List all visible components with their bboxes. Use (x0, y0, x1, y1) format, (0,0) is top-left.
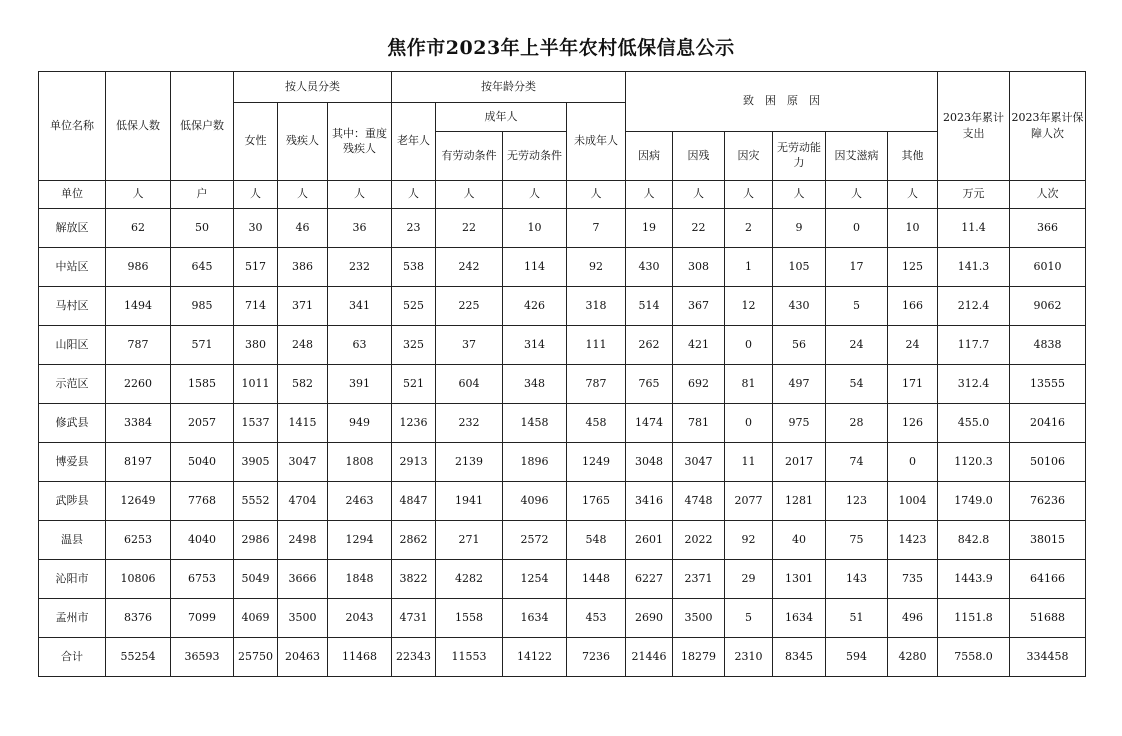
table-cell: 986 (106, 248, 171, 287)
table-cell: 111 (567, 326, 626, 365)
table-cell: 1848 (328, 560, 392, 599)
table-cell: 2601 (626, 521, 673, 560)
table-cell: 7 (567, 209, 626, 248)
table-cell: 21446 (626, 638, 673, 677)
table-cell: 22 (436, 209, 503, 248)
table-cell: 1558 (436, 599, 503, 638)
table-cell: 312.4 (938, 365, 1010, 404)
table-cell: 430 (773, 287, 826, 326)
table-cell: 25750 (234, 638, 278, 677)
table-cell: 36 (328, 209, 392, 248)
table-cell: 4282 (436, 560, 503, 599)
table-cell: 4096 (503, 482, 567, 521)
table-cell: 0 (826, 209, 888, 248)
table-cell: 7768 (171, 482, 234, 521)
table-cell: 787 (567, 365, 626, 404)
table-cell: 64166 (1010, 560, 1086, 599)
table-cell: 3500 (673, 599, 725, 638)
table-cell: 3047 (278, 443, 328, 482)
header-spend-2023 (938, 72, 1010, 181)
row-label-cell: 温县 (39, 521, 106, 560)
table-cell: 2077 (725, 482, 773, 521)
unit-cell: 人 (626, 181, 673, 209)
units-row (39, 181, 1086, 209)
table-cell: 1254 (503, 560, 567, 599)
table-cell: 76236 (1010, 482, 1086, 521)
table-cell: 1249 (567, 443, 626, 482)
table-cell: 421 (673, 326, 725, 365)
table-cell: 8345 (773, 638, 826, 677)
table-cell: 17 (826, 248, 888, 287)
table-cell: 3384 (106, 404, 171, 443)
table-cell: 5 (826, 287, 888, 326)
unit-cell: 人 (392, 181, 436, 209)
table-cell: 5 (725, 599, 773, 638)
table-cell: 22343 (392, 638, 436, 677)
table-cell: 525 (392, 287, 436, 326)
table-cell: 497 (773, 365, 826, 404)
unit-cell: 人 (725, 181, 773, 209)
header-coverage-2023-text: 2023年累计保障人次 (1011, 111, 1084, 140)
row-label-cell: 合计 (39, 638, 106, 677)
table-cell: 117.7 (938, 326, 1010, 365)
table-cell: 1151.8 (938, 599, 1010, 638)
row-label-cell: 孟州市 (39, 599, 106, 638)
page-title: 焦作市2023年上半年农村低保信息公示 (387, 37, 735, 59)
table-cell: 37 (436, 326, 503, 365)
table-cell: 521 (392, 365, 436, 404)
header-disability: 因残 (673, 132, 725, 181)
table-cell: 2139 (436, 443, 503, 482)
table-cell: 367 (673, 287, 725, 326)
table-row (39, 365, 1086, 404)
table-cell: 51688 (1010, 599, 1086, 638)
table-cell: 4704 (278, 482, 328, 521)
table-cell: 692 (673, 365, 725, 404)
table-cell: 75 (826, 521, 888, 560)
table-cell: 517 (234, 248, 278, 287)
header-disabled: 残疾人 (278, 103, 328, 181)
table-cell: 5552 (234, 482, 278, 521)
row-label-cell: 马村区 (39, 287, 106, 326)
table-cell: 12649 (106, 482, 171, 521)
row-label-cell: 示范区 (39, 365, 106, 404)
table-cell: 2 (725, 209, 773, 248)
table-cell: 1120.3 (938, 443, 1010, 482)
table-cell: 514 (626, 287, 673, 326)
table-cell: 24 (826, 326, 888, 365)
header-disaster: 因灾 (725, 132, 773, 181)
table-body (39, 72, 1086, 677)
table-cell: 765 (626, 365, 673, 404)
table-cell: 571 (171, 326, 234, 365)
unit-cell: 人 (567, 181, 626, 209)
table-cell: 38015 (1010, 521, 1086, 560)
header-unit-name: 单位名称 (39, 72, 106, 181)
header-illness: 因病 (626, 132, 673, 181)
table-cell: 50106 (1010, 443, 1086, 482)
header-dibao-people: 低保人数 (106, 72, 171, 181)
table-cell: 325 (392, 326, 436, 365)
table-cell: 496 (888, 599, 938, 638)
header-other: 其他 (888, 132, 938, 181)
table-row (39, 248, 1086, 287)
table-cell: 380 (234, 326, 278, 365)
table-cell: 0 (725, 326, 773, 365)
table-cell: 46 (278, 209, 328, 248)
table-cell: 81 (725, 365, 773, 404)
table-cell: 8376 (106, 599, 171, 638)
table-cell: 30 (234, 209, 278, 248)
header-with-labor: 有劳动条件 (436, 132, 503, 181)
table-cell: 1281 (773, 482, 826, 521)
table-cell: 40 (773, 521, 826, 560)
table-cell: 0 (725, 404, 773, 443)
table-cell: 126 (888, 404, 938, 443)
table-cell: 9062 (1010, 287, 1086, 326)
unit-cell: 单位 (39, 181, 106, 209)
table-cell: 1749.0 (938, 482, 1010, 521)
table-cell: 1301 (773, 560, 826, 599)
unit-cell: 人次 (1010, 181, 1086, 209)
table-cell: 12 (725, 287, 773, 326)
table-cell: 2260 (106, 365, 171, 404)
table-cell: 334458 (1010, 638, 1086, 677)
header-by-person-type: 按人员分类 (234, 72, 392, 103)
unit-cell: 人 (673, 181, 725, 209)
table-cell: 4838 (1010, 326, 1086, 365)
table-cell: 787 (106, 326, 171, 365)
table-cell: 430 (626, 248, 673, 287)
table-cell: 371 (278, 287, 328, 326)
unit-cell: 人 (328, 181, 392, 209)
table-cell: 1 (725, 248, 773, 287)
table-cell: 11468 (328, 638, 392, 677)
header-adult: 成年人 (436, 103, 567, 132)
table-cell: 7099 (171, 599, 234, 638)
header-no-labor: 无劳动能力 (773, 132, 826, 181)
table-cell: 318 (567, 287, 626, 326)
header-without-labor: 无劳动条件 (503, 132, 567, 181)
table-cell: 141.3 (938, 248, 1010, 287)
table-cell: 2463 (328, 482, 392, 521)
table-cell: 11553 (436, 638, 503, 677)
table-cell: 548 (567, 521, 626, 560)
table-cell: 3905 (234, 443, 278, 482)
table-cell: 3822 (392, 560, 436, 599)
table-row (39, 521, 1086, 560)
unit-cell: 人 (888, 181, 938, 209)
table-cell: 1415 (278, 404, 328, 443)
table-cell: 3416 (626, 482, 673, 521)
header-female: 女性 (234, 103, 278, 181)
table-cell: 348 (503, 365, 567, 404)
table-cell: 225 (436, 287, 503, 326)
table-cell: 1634 (773, 599, 826, 638)
table-cell: 29 (725, 560, 773, 599)
table-row (39, 560, 1086, 599)
row-label-cell: 中站区 (39, 248, 106, 287)
table-cell: 391 (328, 365, 392, 404)
header-spend-2023-text: 2023年累计支出 (943, 111, 1005, 140)
header-dibao-households: 低保户数 (171, 72, 234, 181)
table-cell: 2057 (171, 404, 234, 443)
table-cell: 54 (826, 365, 888, 404)
table-cell: 1294 (328, 521, 392, 560)
table-cell: 23 (392, 209, 436, 248)
table-cell: 0 (888, 443, 938, 482)
table-row (39, 404, 1086, 443)
table-cell: 1808 (328, 443, 392, 482)
table-cell: 985 (171, 287, 234, 326)
table-row (39, 599, 1086, 638)
header-elderly: 老年人 (392, 103, 436, 181)
table-cell: 4748 (673, 482, 725, 521)
table-cell: 975 (773, 404, 826, 443)
table-cell: 20416 (1010, 404, 1086, 443)
table-cell: 426 (503, 287, 567, 326)
unit-cell: 人 (234, 181, 278, 209)
table-cell: 171 (888, 365, 938, 404)
table-cell: 114 (503, 248, 567, 287)
table-cell: 1423 (888, 521, 938, 560)
table-cell: 4069 (234, 599, 278, 638)
row-label-cell: 博爱县 (39, 443, 106, 482)
table-cell: 2022 (673, 521, 725, 560)
table-cell: 366 (1010, 209, 1086, 248)
table-cell: 1537 (234, 404, 278, 443)
table-cell: 2371 (673, 560, 725, 599)
table-cell: 232 (328, 248, 392, 287)
table-cell: 123 (826, 482, 888, 521)
row-label-cell: 沁阳市 (39, 560, 106, 599)
table-cell: 453 (567, 599, 626, 638)
table-cell: 949 (328, 404, 392, 443)
table-cell: 6010 (1010, 248, 1086, 287)
table-cell: 1896 (503, 443, 567, 482)
table-row (39, 443, 1086, 482)
table-cell: 14122 (503, 638, 567, 677)
table-cell: 1443.9 (938, 560, 1010, 599)
table-cell: 3666 (278, 560, 328, 599)
table-cell: 3500 (278, 599, 328, 638)
row-label-cell: 修武县 (39, 404, 106, 443)
table-cell: 4847 (392, 482, 436, 521)
table-cell: 7236 (567, 638, 626, 677)
table-cell: 4040 (171, 521, 234, 560)
unit-cell: 户 (171, 181, 234, 209)
unit-cell: 人 (503, 181, 567, 209)
table-cell: 28 (826, 404, 888, 443)
table-cell: 166 (888, 287, 938, 326)
table-cell: 248 (278, 326, 328, 365)
table-cell: 582 (278, 365, 328, 404)
row-label-cell: 解放区 (39, 209, 106, 248)
header-coverage-2023 (1010, 72, 1086, 181)
table-cell: 842.8 (938, 521, 1010, 560)
table-cell: 10 (503, 209, 567, 248)
table-cell: 386 (278, 248, 328, 287)
table-cell: 2690 (626, 599, 673, 638)
table-cell: 2913 (392, 443, 436, 482)
table-cell: 2017 (773, 443, 826, 482)
table-cell: 781 (673, 404, 725, 443)
table-cell: 36593 (171, 638, 234, 677)
table-cell: 6253 (106, 521, 171, 560)
dibao-table (38, 71, 1086, 677)
header-poverty-cause: 致 困 原 因 (626, 72, 938, 132)
unit-cell: 万元 (938, 181, 1010, 209)
row-label-cell: 山阳区 (39, 326, 106, 365)
table-cell: 1011 (234, 365, 278, 404)
table-cell: 262 (626, 326, 673, 365)
table-row (39, 209, 1086, 248)
header-aids: 因艾滋病 (826, 132, 888, 181)
unit-cell: 人 (278, 181, 328, 209)
header-row-1 (39, 72, 1086, 103)
table-cell: 92 (567, 248, 626, 287)
table-cell: 1494 (106, 287, 171, 326)
table-cell: 10 (888, 209, 938, 248)
table-cell: 2498 (278, 521, 328, 560)
table-cell: 1585 (171, 365, 234, 404)
table-cell: 11.4 (938, 209, 1010, 248)
table-cell: 271 (436, 521, 503, 560)
table-cell: 1765 (567, 482, 626, 521)
unit-cell: 人 (773, 181, 826, 209)
table-cell: 308 (673, 248, 725, 287)
table-cell: 714 (234, 287, 278, 326)
table-cell: 143 (826, 560, 888, 599)
unit-cell: 人 (826, 181, 888, 209)
table-cell: 5049 (234, 560, 278, 599)
table-cell: 458 (567, 404, 626, 443)
table-cell: 594 (826, 638, 888, 677)
table-cell: 1474 (626, 404, 673, 443)
table-cell: 1004 (888, 482, 938, 521)
table-cell: 125 (888, 248, 938, 287)
table-cell: 20463 (278, 638, 328, 677)
table-cell: 645 (171, 248, 234, 287)
table-cell: 92 (725, 521, 773, 560)
unit-cell: 人 (436, 181, 503, 209)
table-cell: 1458 (503, 404, 567, 443)
table-cell: 51 (826, 599, 888, 638)
total-row (39, 638, 1086, 677)
table-cell: 4731 (392, 599, 436, 638)
table-cell: 9 (773, 209, 826, 248)
table-cell: 2572 (503, 521, 567, 560)
table-cell: 1448 (567, 560, 626, 599)
table-cell: 7558.0 (938, 638, 1010, 677)
table-cell: 2986 (234, 521, 278, 560)
table-cell: 4280 (888, 638, 938, 677)
header-minor: 未成年人 (567, 103, 626, 181)
table-cell: 13555 (1010, 365, 1086, 404)
table-cell: 50 (171, 209, 234, 248)
table-cell: 105 (773, 248, 826, 287)
table-cell: 10806 (106, 560, 171, 599)
table-cell: 3047 (673, 443, 725, 482)
table-cell: 6753 (171, 560, 234, 599)
table-cell: 1941 (436, 482, 503, 521)
table-cell: 63 (328, 326, 392, 365)
table-cell: 604 (436, 365, 503, 404)
table-cell: 2862 (392, 521, 436, 560)
row-label-cell: 武陟县 (39, 482, 106, 521)
table-cell: 341 (328, 287, 392, 326)
table-cell: 24 (888, 326, 938, 365)
table-cell: 8197 (106, 443, 171, 482)
table-cell: 314 (503, 326, 567, 365)
header-by-age: 按年龄分类 (392, 72, 626, 103)
table-cell: 2310 (725, 638, 773, 677)
table-cell: 242 (436, 248, 503, 287)
table-cell: 212.4 (938, 287, 1010, 326)
table-row (39, 326, 1086, 365)
table-cell: 19 (626, 209, 673, 248)
table-cell: 6227 (626, 560, 673, 599)
table-cell: 62 (106, 209, 171, 248)
table-cell: 3048 (626, 443, 673, 482)
table-row (39, 482, 1086, 521)
table-cell: 55254 (106, 638, 171, 677)
header-severe-disabled: 其中：重度残疾人 (328, 103, 392, 181)
table-cell: 56 (773, 326, 826, 365)
table-cell: 1236 (392, 404, 436, 443)
table-cell: 22 (673, 209, 725, 248)
table-cell: 11 (725, 443, 773, 482)
table-cell: 1634 (503, 599, 567, 638)
unit-cell: 人 (106, 181, 171, 209)
table-row (39, 287, 1086, 326)
table-cell: 538 (392, 248, 436, 287)
table-cell: 18279 (673, 638, 725, 677)
table-cell: 5040 (171, 443, 234, 482)
table-cell: 735 (888, 560, 938, 599)
table-cell: 455.0 (938, 404, 1010, 443)
table-cell: 74 (826, 443, 888, 482)
table-cell: 232 (436, 404, 503, 443)
table-cell: 2043 (328, 599, 392, 638)
